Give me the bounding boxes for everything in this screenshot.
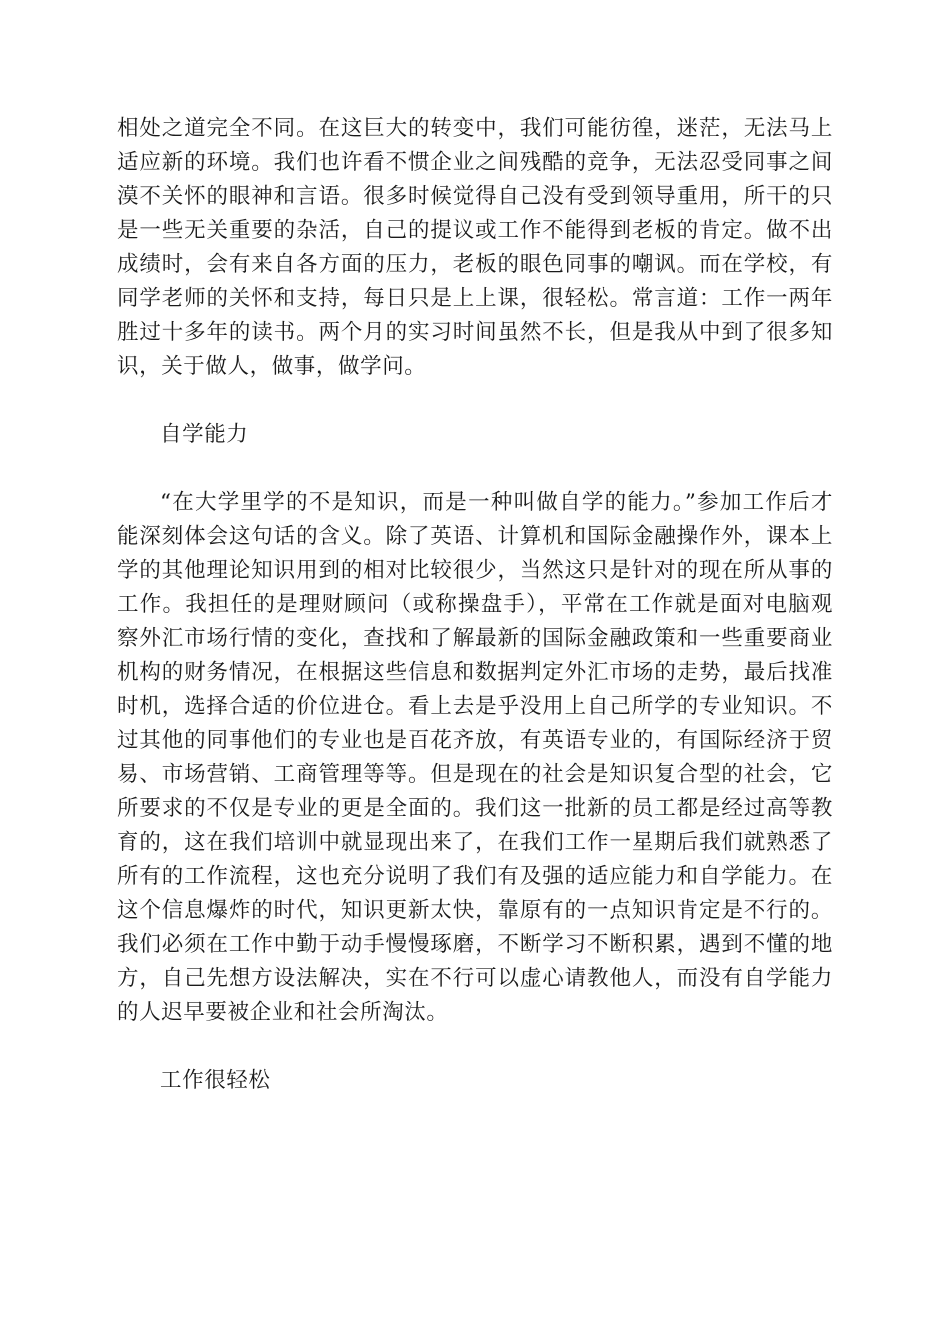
document-body (117, 112, 833, 1132)
paragraph-continuation: 相处之道完全不同。在这巨大的转变中，我们可能彷徨，迷茫，无法马上适应新的环境。我们也许看不惯企业之间残酷的竞争，无法忍受同事之间漠不关怀的眼神和言语。很多时候觉得自己没有受到领导重用，所干的只是一些无关重要的杂活，自己的提议或工作不能得到老板的肯定。做不出成绩时，会有来自各方面的压力，老板的眼色同事的嘲讽。而在学校，有同学老师的关怀和支持，每日只是上上课，很轻松。常言道：工作一两年胜过十多年的读书。两个月的实习时间虽然不长，但是我从中到了很多知识，关于做人，做事，做学问。 (117, 116, 833, 379)
paragraph-self-learning: “在大学里学的不是知识，而是一种叫做自学的能力。”参加工作后才能深刻体会这句话的含义。除了英语、计算机和国际金融操作外，课本上学的其他理论知识用到的相对比较很少，当然这只是针对的现在所从事的工作。我担任的是理财顾问（或称操盘手），平常在工作就是面对电脑观察外汇市场行情的变化，查找和了解最新的国际金融政策和一些重要商业机构的财务情况，在根据这些信息和数据判定外汇市场的走势，最后找准时机，选择合适的价位进仓。看上去是乎没用上自己所学的专业知识。不过其他的同事他们的专业也是百花齐放，有英语专业的，有国际经济于贸易、市场营销、工商管理等等。但是现在的社会是知识复合型的社会，它所要求的不仅是专业的更是全面的。我们这一批新的员工都是经过高等教育的，这在我们培训中就显现出来了，在我们工作一星期后我们就熟悉了所有的工作流程，这也充分说明了我们有及强的适应能力和自学能力。在这个信息爆炸的时代，知识更新太快，靠原有的一点知识肯定是不行的。我们必须在工作中勤于动手慢慢琢磨，不断学习不断积累，遇到不懂的地方，自己先想方设法解决，实在不行可以虚心请教他人，而没有自学能力的人迟早要被企业和社会所淘汰。 (117, 490, 833, 1025)
section-heading-self-learning: 自学能力 (160, 422, 249, 447)
section-heading-easy-work: 工作很轻松 (160, 1068, 271, 1093)
